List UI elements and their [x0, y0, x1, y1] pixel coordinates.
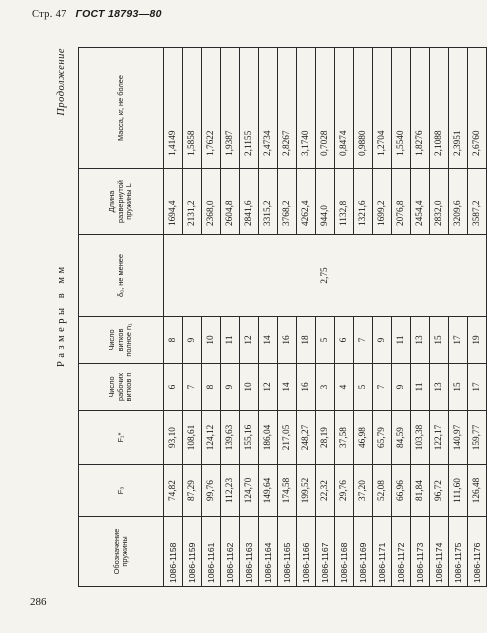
cell-mass: 0,8474	[335, 48, 354, 169]
cell-designation: 1086-1159	[183, 517, 202, 587]
table-row	[259, 48, 278, 587]
cell-f1: 139,63	[221, 411, 240, 465]
cell-length: 2832,0	[430, 169, 449, 235]
cell-length: 2454,4	[411, 169, 430, 235]
cell-f3: 199,52	[297, 465, 316, 517]
cell-total-coils: 19	[468, 317, 487, 364]
cell-f3: 81,84	[411, 465, 430, 517]
cell-designation: 1086-1176	[468, 517, 487, 587]
table-row	[202, 48, 221, 587]
cell-total-coils: 8	[164, 317, 183, 364]
cell-mass: 1,5540	[392, 48, 411, 169]
cell-mass: 2,8267	[278, 48, 297, 169]
cell-f3: 126,48	[468, 465, 487, 517]
cell-mass: 2,1088	[430, 48, 449, 169]
cell-working-coils: 15	[449, 364, 468, 411]
cell-f3: 112,23	[221, 465, 240, 517]
table-header-row	[79, 48, 164, 587]
col-header-working-coils: Число рабочих витков n	[79, 364, 164, 411]
table-row	[449, 48, 468, 587]
cell-designation: 1086-1158	[164, 517, 183, 587]
cell-length: 1132,8	[335, 169, 354, 235]
cell-total-coils: 14	[259, 317, 278, 364]
col-header-f3: F₃	[79, 465, 164, 517]
cell-total-coils: 17	[449, 317, 468, 364]
cell-total-coils: 13	[411, 317, 430, 364]
cell-total-coils: 18	[297, 317, 316, 364]
col-header-designation: Обозначение пружины	[79, 517, 164, 587]
table-row	[430, 48, 449, 587]
cell-total-coils: 11	[392, 317, 411, 364]
cell-f1: 124,12	[202, 411, 221, 465]
cell-mass: 3,1740	[297, 48, 316, 169]
cell-f1: 186,04	[259, 411, 278, 465]
cell-f1: 140,97	[449, 411, 468, 465]
cell-f1: 84,59	[392, 411, 411, 465]
cell-length: 944,0	[316, 169, 335, 235]
cell-working-coils: 7	[373, 364, 392, 411]
cell-mass: 1,4149	[164, 48, 183, 169]
cell-mass: 2,3951	[449, 48, 468, 169]
cell-f3: 87,29	[183, 465, 202, 517]
cell-total-coils: 5	[316, 317, 335, 364]
col-header-delta: δ₀, не менее	[79, 235, 164, 317]
cell-f3: 29,76	[335, 465, 354, 517]
table-body	[164, 48, 487, 587]
cell-working-coils: 17	[468, 364, 487, 411]
cell-total-coils: 15	[430, 317, 449, 364]
cell-total-coils: 11	[221, 317, 240, 364]
cell-f3: 66,96	[392, 465, 411, 517]
cell-designation: 1086-1169	[354, 517, 373, 587]
page-label: Стр. 47	[32, 9, 67, 20]
cell-working-coils: 9	[392, 364, 411, 411]
cell-f1: 108,61	[183, 411, 202, 465]
cell-f1: 155,16	[240, 411, 259, 465]
table-row	[316, 48, 335, 587]
table-row	[240, 48, 259, 587]
cell-working-coils: 7	[183, 364, 202, 411]
cell-f1: 248,27	[297, 411, 316, 465]
table-row	[411, 48, 430, 587]
standard-number: ГОСТ 18793—80	[75, 8, 162, 20]
cell-length: 2841,6	[240, 169, 259, 235]
table-row	[373, 48, 392, 587]
cell-mass: 1,2704	[373, 48, 392, 169]
cell-total-coils: 9	[373, 317, 392, 364]
cell-total-coils: 7	[354, 317, 373, 364]
cell-working-coils: 16	[297, 364, 316, 411]
cell-designation: 1086-1162	[221, 517, 240, 587]
cell-designation: 1086-1163	[240, 517, 259, 587]
cell-working-coils: 5	[354, 364, 373, 411]
cell-f3: 37,20	[354, 465, 373, 517]
cell-f3: 111,60	[449, 465, 468, 517]
page-number: 286	[30, 596, 47, 608]
cell-working-coils: 13	[430, 364, 449, 411]
cell-working-coils: 12	[259, 364, 278, 411]
cell-f1: 46,98	[354, 411, 373, 465]
cell-f3: 124,70	[240, 465, 259, 517]
cell-f1: 65,79	[373, 411, 392, 465]
cell-designation: 1086-1161	[202, 517, 221, 587]
cell-f3: 96,72	[430, 465, 449, 517]
cell-f3: 99,76	[202, 465, 221, 517]
cell-mass: 1,9387	[221, 48, 240, 169]
cell-length: 3768,2	[278, 169, 297, 235]
cell-working-coils: 8	[202, 364, 221, 411]
table-row	[278, 48, 297, 587]
cell-length: 1321,6	[354, 169, 373, 235]
cell-length: 3587,2	[468, 169, 487, 235]
cell-working-coils: 6	[164, 364, 183, 411]
cell-working-coils: 3	[316, 364, 335, 411]
cell-total-coils: 10	[202, 317, 221, 364]
cell-mass: 2,4734	[259, 48, 278, 169]
cell-designation: 1086-1172	[392, 517, 411, 587]
cell-length: 1694,4	[164, 169, 183, 235]
cell-f1: 37,58	[335, 411, 354, 465]
cell-f3: 174,58	[278, 465, 297, 517]
cell-length: 3209,6	[449, 169, 468, 235]
cell-f1: 28,19	[316, 411, 335, 465]
cell-designation: 1086-1165	[278, 517, 297, 587]
cell-designation: 1086-1174	[430, 517, 449, 587]
cell-f3: 74,82	[164, 465, 183, 517]
cell-f3: 149,64	[259, 465, 278, 517]
cell-length: 2604,8	[221, 169, 240, 235]
cell-mass: 0,7028	[316, 48, 335, 169]
cell-f1: 103,38	[411, 411, 430, 465]
cell-working-coils: 11	[411, 364, 430, 411]
col-header-mass: Масса, кг, не более	[79, 48, 164, 169]
cell-working-coils: 4	[335, 364, 354, 411]
cell-working-coils: 10	[240, 364, 259, 411]
table-row	[392, 48, 411, 587]
col-header-f1: F₁*	[79, 411, 164, 465]
cell-mass: 2,1155	[240, 48, 259, 169]
cell-length: 3315,2	[259, 169, 278, 235]
cell-designation: 1086-1164	[259, 517, 278, 587]
dimensions-caption: Размеры в мм	[56, 263, 67, 367]
cell-length: 4262,4	[297, 169, 316, 235]
cell-designation: 1086-1166	[297, 517, 316, 587]
cell-designation: 1086-1171	[373, 517, 392, 587]
cell-delta-merged: 2,75	[164, 235, 487, 317]
cell-mass: 0,9880	[354, 48, 373, 169]
cell-length: 2076,8	[392, 169, 411, 235]
cell-f1: 159,77	[468, 411, 487, 465]
cell-total-coils: 6	[335, 317, 354, 364]
cell-designation: 1086-1173	[411, 517, 430, 587]
cell-f3: 52,08	[373, 465, 392, 517]
table-row	[335, 48, 354, 587]
page-header	[32, 8, 162, 20]
cell-f1: 122,17	[430, 411, 449, 465]
cell-mass: 2,6760	[468, 48, 487, 169]
cell-length: 1699,2	[373, 169, 392, 235]
table-row	[183, 48, 202, 587]
cell-designation: 1086-1168	[335, 517, 354, 587]
cell-working-coils: 9	[221, 364, 240, 411]
cell-designation: 1086-1167	[316, 517, 335, 587]
cell-length: 2368,0	[202, 169, 221, 235]
cell-mass: 1,5858	[183, 48, 202, 169]
cell-total-coils: 12	[240, 317, 259, 364]
col-header-length: Длина развернутой пружины L	[79, 169, 164, 235]
col-header-total-coils: Число витков полное n₁	[79, 317, 164, 364]
continuation-caption: Продолжение	[56, 48, 67, 116]
cell-designation: 1086-1175	[449, 517, 468, 587]
cell-length: 2131,2	[183, 169, 202, 235]
rotated-table-block	[56, 48, 482, 587]
cell-mass: 1,7622	[202, 48, 221, 169]
cell-f1: 217,05	[278, 411, 297, 465]
table-row	[164, 48, 183, 587]
table-row	[221, 48, 240, 587]
cell-f1: 93,10	[164, 411, 183, 465]
cell-total-coils: 16	[278, 317, 297, 364]
table-row	[354, 48, 373, 587]
cell-f3: 22,32	[316, 465, 335, 517]
cell-total-coils: 9	[183, 317, 202, 364]
cell-mass: 1,8276	[411, 48, 430, 169]
cell-working-coils: 14	[278, 364, 297, 411]
table-row	[297, 48, 316, 587]
table-row	[468, 48, 487, 587]
spring-table	[78, 47, 487, 587]
